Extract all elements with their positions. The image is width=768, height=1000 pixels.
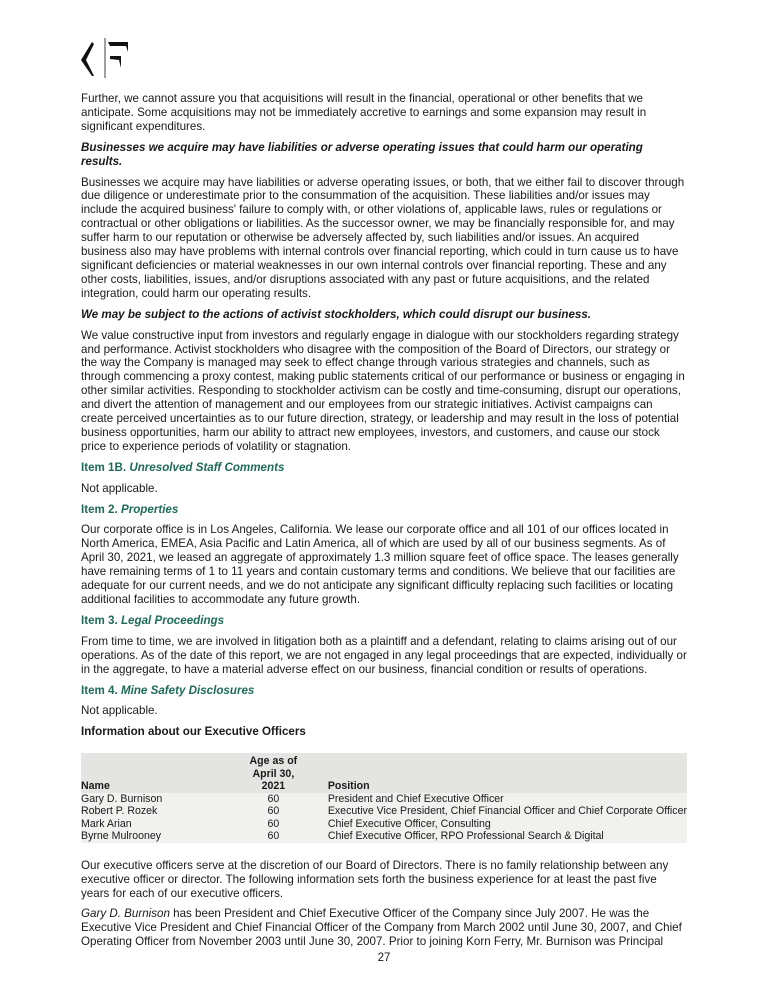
column-header-age: Age as of April 30, 2021: [249, 755, 298, 793]
officer-age: 60: [267, 830, 280, 843]
column-header-position: Position: [327, 780, 370, 793]
item-heading: [81, 614, 687, 628]
officer-bio: [81, 907, 687, 949]
bio-name: Gary D. Burnison: [81, 907, 170, 921]
item-heading: [81, 503, 687, 517]
item-number: Item 2.: [81, 502, 118, 516]
paragraph: Not applicable.: [81, 481, 158, 495]
officer-position: Chief Executive Officer, Consulting: [327, 817, 491, 830]
officer-name: Gary D. Burnison: [81, 792, 163, 805]
officer-age: 60: [267, 805, 280, 818]
officer-name: Byrne Mulrooney: [81, 830, 162, 843]
page-number: 27: [377, 952, 391, 964]
risk-factor-heading: Businesses we acquire may have liabilities or adverse operating issues that could harm our operating results.: [81, 140, 643, 168]
paragraph: Further, we cannot assure you that acquisitions will result in the financial, operational or other benefits that we anticipate. Some acquisitions may not be immediately accretive to earnings and some expansion may result in significant expenditures.: [81, 92, 647, 133]
item-title: Mine Safety Disclosures: [120, 683, 255, 697]
officer-age: 60: [267, 817, 280, 830]
officer-name: Mark Arian: [81, 817, 132, 830]
item-number: Item 3.: [81, 613, 118, 627]
officer-name: Robert P. Rozek: [81, 805, 158, 818]
item-number: Item 1B.: [81, 460, 127, 474]
company-logo: [80, 38, 130, 78]
table-row: [81, 830, 687, 843]
paragraph: Our executive officers serve at the discretion of our Board of Directors. There is no family relationship between any executive officer or director. The following information sets forth the business experience for at least the past five years for each of our executive officers.: [81, 858, 669, 900]
paragraph: Businesses we acquire may have liabilities or adverse operating issues, or both, that we either fail to discover through due diligence or underestimate prior to the consummation of the acquisition. These liabilities and/or issues may include the acquired business' failure to comply with, or other violations of, applicable laws, rules or regulations or contractual or other obligations or liabilities. As the successor owner, we may be financially responsible for, and may suffer harm to our reputation or otherwise be adversely affected by, such liabilities and/or issues. An acquired business also may have problems with internal controls over financial reporting, which could in turn cause us to have significant deficiencies or material weaknesses in our own internal controls over financial reporting. These and any other costs, liabilities, issues, and/or disruptions associated with any past or future acquisitions, and the related integration, could harm our operating results.: [81, 175, 685, 300]
officer-position: Executive Vice President, Chief Financial Officer and Chief Corporate Officer: [327, 805, 687, 818]
table-header-row: [81, 753, 687, 793]
section-heading: Information about our Executive Officers: [81, 725, 306, 739]
paragraph: From time to time, we are involved in litigation both as a plaintiff and a defendant, relating to claims arising out of our operations. As of the date of this report, we are not engaged in any legal proceedings that are expected, individually or in the aggregate, to have a material adverse effect on our business, financial condition or results of operations.: [81, 634, 687, 676]
officer-age: 60: [267, 792, 280, 805]
table-row: [81, 793, 687, 806]
document-body: [81, 92, 687, 956]
item-title: Properties: [120, 502, 179, 516]
item-title: Unresolved Staff Comments: [129, 460, 285, 474]
officer-position: President and Chief Executive Officer: [327, 792, 504, 805]
item-number: Item 4.: [81, 683, 118, 697]
bio-text: has been President and Chief Executive Officer of the Company since July 2007. He was the Executive Vice President and Chief Financial Officer of the Company from March 2002 until June 30, 2007, and Chief Operating Officer from November 2003 until June 30, 2007. Prior to joining Korn Ferry, Mr. Burnison was Principal: [81, 907, 682, 949]
officer-position: Chief Executive Officer, RPO Professional Search & Digital: [327, 830, 604, 843]
paragraph: Our corporate office is in Los Angeles, California. We lease our corporate office and all 101 of our offices located in North America, EMEA, Asia Pacific and Latin America, all of which are used by all of our business segments. As of April 30, 2021, we leased an aggregate of approximately 1.3 million square feet of office space. The leases generally have remaining terms of 1 to 11 years and contain customary terms and conditions. We believe that our facilities are adequate for our current needs, and we do not anticipate any significant difficulty replacing such facilities or locating additional facilities to accommodate any future growth.: [81, 523, 679, 606]
risk-factor-heading: We may be subject to the actions of activist stockholders, which could disrupt our business.: [81, 307, 592, 321]
column-header-name: Name: [81, 780, 110, 793]
paragraph: Not applicable.: [81, 704, 158, 718]
executive-officers-table: [81, 753, 687, 843]
table-row: [81, 805, 687, 818]
item-title: Legal Proceedings: [120, 613, 225, 627]
item-heading: [81, 461, 687, 475]
table-row: [81, 818, 687, 831]
item-heading: [81, 684, 687, 698]
paragraph: We value constructive input from investors and regularly engage in dialogue with our stockholders regarding strategy and performance. Activist stockholders who disagree with the composition of the Board of Directors, our strategy or the way the Company is managed may seek to effect change through various strategies and channels, such as through commencing a proxy contest, making public statements critical of our performance or business or engaging in other similar activities. Responding to stockholder activism can be costly and time-consuming, disrupt our operations, and divert the attention of management and our employees from our strategic initiatives. Activist campaigns can create perceived uncertainties as to our future direction, strategy, or leadership and may result in the loss of potential business opportunities, harm our ability to attract new employees, investors, and customers, and cause our stock price to experience periods of volatility or stagnation.: [81, 328, 685, 453]
